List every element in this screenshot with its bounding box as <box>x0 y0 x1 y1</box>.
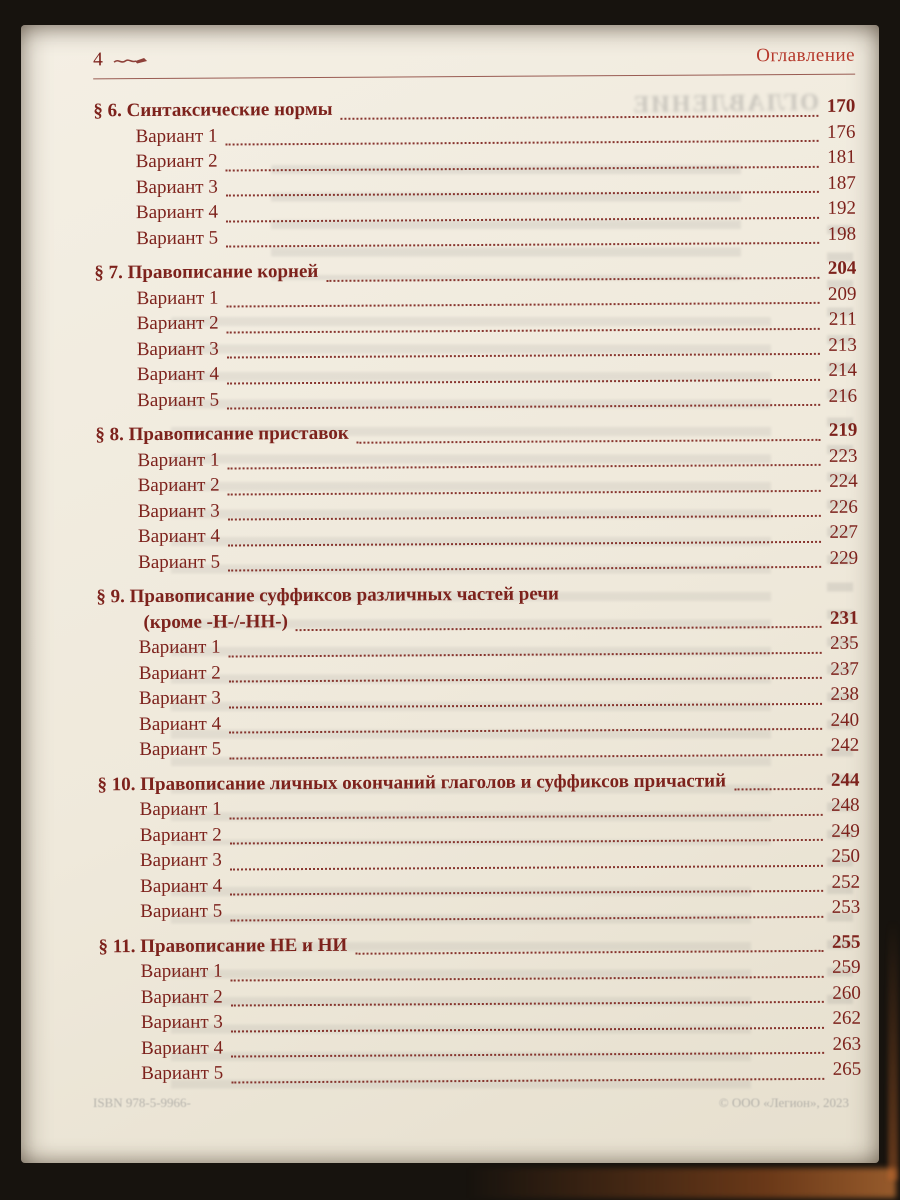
toc-entry-page: 249 <box>831 820 860 842</box>
toc-entry-title: Вариант 3 <box>138 687 221 710</box>
toc-row <box>97 735 859 765</box>
toc-section <box>93 96 856 254</box>
toc-section <box>94 258 857 416</box>
toc-section <box>96 582 859 765</box>
toc-entry-title: (кроме -Н-/-НН-) <box>143 610 288 633</box>
toc-section <box>97 769 860 927</box>
dot-leader <box>231 1026 824 1032</box>
toc-entry-page: 229 <box>829 547 859 569</box>
toc-entry-page: 259 <box>832 956 861 978</box>
dot-leader <box>227 378 820 384</box>
toc-entry-page: 213 <box>828 334 857 356</box>
toc-entry-title: Вариант 5 <box>137 389 220 411</box>
toc-entry-title: Вариант 3 <box>137 500 220 522</box>
dot-leader <box>296 626 822 631</box>
ghost-mirrored-heading: ОГЛАВЛЕНИЕ <box>630 89 820 119</box>
ghost-isbn-text: ISBN 978-5-9966- <box>93 1095 191 1110</box>
toc-entry-title: § 7. Правописание корней <box>94 260 319 284</box>
dot-leader <box>230 839 823 845</box>
toc-entry-page: 198 <box>827 223 857 245</box>
toc-entry-page: 250 <box>831 845 861 867</box>
dot-leader <box>228 464 821 470</box>
toc-entry-title: Вариант 1 <box>140 960 223 983</box>
toc-row <box>94 223 856 253</box>
toc-entry-title: § 9. Правописание суффиксов различных частей речи <box>96 583 560 608</box>
dot-leader <box>230 915 823 921</box>
dot-leader <box>227 353 820 359</box>
toc-entry-page: 209 <box>827 283 857 305</box>
toc-entry-page: 253 <box>831 896 861 918</box>
dot-leader <box>230 813 823 819</box>
toc-entry-page: 237 <box>830 658 859 680</box>
dot-leader <box>229 651 822 657</box>
dot-leader <box>229 753 822 759</box>
toc-section <box>95 420 858 578</box>
dot-leader <box>226 191 819 197</box>
dot-leader <box>229 702 822 708</box>
toc-entry-title: Вариант 2 <box>139 824 222 846</box>
toc-entry-title: § 6. Синтаксические нормы <box>93 98 333 122</box>
toc-entry-title: Вариант 1 <box>135 125 218 147</box>
toc-row <box>96 547 858 577</box>
dot-leader <box>228 566 821 572</box>
toc-entry-page: 211 <box>828 308 857 330</box>
toc-entry-title: Вариант 4 <box>137 525 220 548</box>
dot-leader <box>230 864 823 870</box>
toc-entry-title: Вариант 2 <box>135 150 218 173</box>
dot-leader <box>227 404 820 410</box>
toc-entry-page: 187 <box>827 172 856 194</box>
toc-entry-title: Вариант 3 <box>139 849 222 872</box>
toc-entry-page: 260 <box>832 982 861 1004</box>
dot-leader <box>226 165 819 171</box>
dot-leader <box>231 1001 824 1007</box>
dot-leader <box>355 950 823 955</box>
toc-entry-page: 224 <box>829 470 858 492</box>
toc-entry-page: 219 <box>828 419 858 441</box>
toc-entry-title: Вариант 5 <box>141 1062 224 1085</box>
toc-entry-title: Вариант 4 <box>141 1037 224 1059</box>
book-page <box>21 25 879 1163</box>
header-title: Оглавление <box>756 44 856 67</box>
dot-leader <box>230 890 823 896</box>
dot-leader <box>231 1052 824 1058</box>
toc-section <box>98 931 861 1089</box>
toc-entry-page: 244 <box>830 769 860 791</box>
toc-entry-page: 227 <box>829 521 859 543</box>
dot-leader <box>228 515 821 521</box>
toc <box>93 96 861 1089</box>
ghost-copyright-text: © ООО «Легион», 2023 <box>718 1095 849 1110</box>
toc-entry-page: 252 <box>831 871 861 893</box>
scan-edge-artifact <box>466 1168 896 1198</box>
dot-leader <box>228 489 821 495</box>
toc-entry-title: Вариант 2 <box>140 986 223 1008</box>
dot-leader <box>231 1077 824 1083</box>
toc-entry-title: Вариант 1 <box>137 449 220 471</box>
ghost-footer <box>93 1095 849 1111</box>
toc-entry-page: 223 <box>828 445 858 467</box>
toc-entry-page: 226 <box>829 496 858 518</box>
toc-entry-title: Вариант 4 <box>135 201 219 224</box>
dot-leader <box>227 302 820 308</box>
toc-entry-page: 242 <box>830 734 860 756</box>
toc-entry-page: 192 <box>827 197 857 219</box>
dot-leader <box>231 975 824 981</box>
toc-row <box>95 385 857 415</box>
toc-entry-title: Вариант 5 <box>138 551 221 573</box>
toc-entry-page: 263 <box>832 1033 862 1055</box>
dot-leader <box>226 140 819 146</box>
header-rule <box>93 74 855 80</box>
page-header <box>93 45 855 72</box>
toc-row <box>99 1059 861 1089</box>
dot-leader <box>228 540 821 546</box>
page-number-group <box>93 49 149 71</box>
pen-ornament-icon <box>113 51 149 73</box>
toc-entry-title: § 8. Правописание приставок <box>95 422 349 446</box>
dot-leader <box>226 216 819 222</box>
page-number: 4 <box>93 49 103 71</box>
dot-leader <box>229 728 822 734</box>
toc-entry-title: § 11. Правописание НЕ и НИ <box>98 934 348 957</box>
toc-entry-page: 265 <box>832 1058 862 1080</box>
dot-leader <box>326 276 819 281</box>
dot-leader <box>341 114 819 119</box>
toc-entry-page: 262 <box>832 1007 862 1029</box>
toc-entry-title: Вариант 2 <box>138 662 221 684</box>
toc-entry-page: 235 <box>830 632 859 654</box>
dot-leader <box>226 242 819 248</box>
toc-entry-page: 170 <box>826 95 856 117</box>
toc-entry-title: Вариант 5 <box>140 900 223 923</box>
dot-leader <box>357 438 821 443</box>
toc-entry-title: Вариант 2 <box>137 474 220 497</box>
dot-leader <box>227 327 820 333</box>
toc-entry-title: Вариант 4 <box>139 713 222 735</box>
toc-entry-title: Вариант 1 <box>136 287 219 309</box>
toc-entry-page: 248 <box>831 794 860 816</box>
toc-entry-page: 176 <box>826 121 856 143</box>
toc-entry-title: Вариант 3 <box>140 1011 223 1034</box>
toc-entry-title: Вариант 3 <box>136 338 219 360</box>
toc-entry-title: Вариант 4 <box>136 363 219 386</box>
toc-entry-page: 240 <box>830 709 860 731</box>
toc-entry-page: 181 <box>827 146 856 168</box>
toc-entry-page: 214 <box>828 359 858 381</box>
toc-entry-title: Вариант 4 <box>140 875 223 897</box>
toc-entry-page: 238 <box>830 683 860 705</box>
toc-row <box>98 897 860 927</box>
toc-entry-title: Вариант 5 <box>139 738 222 761</box>
toc-entry-page: 216 <box>828 385 858 407</box>
dot-leader <box>734 788 822 791</box>
toc-entry-title: Вариант 2 <box>136 312 219 335</box>
toc-entry-title: § 10. Правописание личных окончаний глаголов и суффиксов причастий <box>97 769 727 795</box>
dot-leader <box>229 677 822 683</box>
toc-entry-page: 231 <box>829 607 859 629</box>
toc-entry-page: 204 <box>827 257 857 279</box>
toc-entry-title: Вариант 1 <box>138 636 221 659</box>
toc-entry-page: 255 <box>831 931 861 953</box>
toc-entry-title: Вариант 1 <box>139 798 222 821</box>
scan-edge-artifact <box>888 920 898 1180</box>
toc-entry-title: Вариант 3 <box>135 176 218 198</box>
toc-entry-title: Вариант 5 <box>136 227 219 249</box>
page-content <box>93 45 861 1089</box>
